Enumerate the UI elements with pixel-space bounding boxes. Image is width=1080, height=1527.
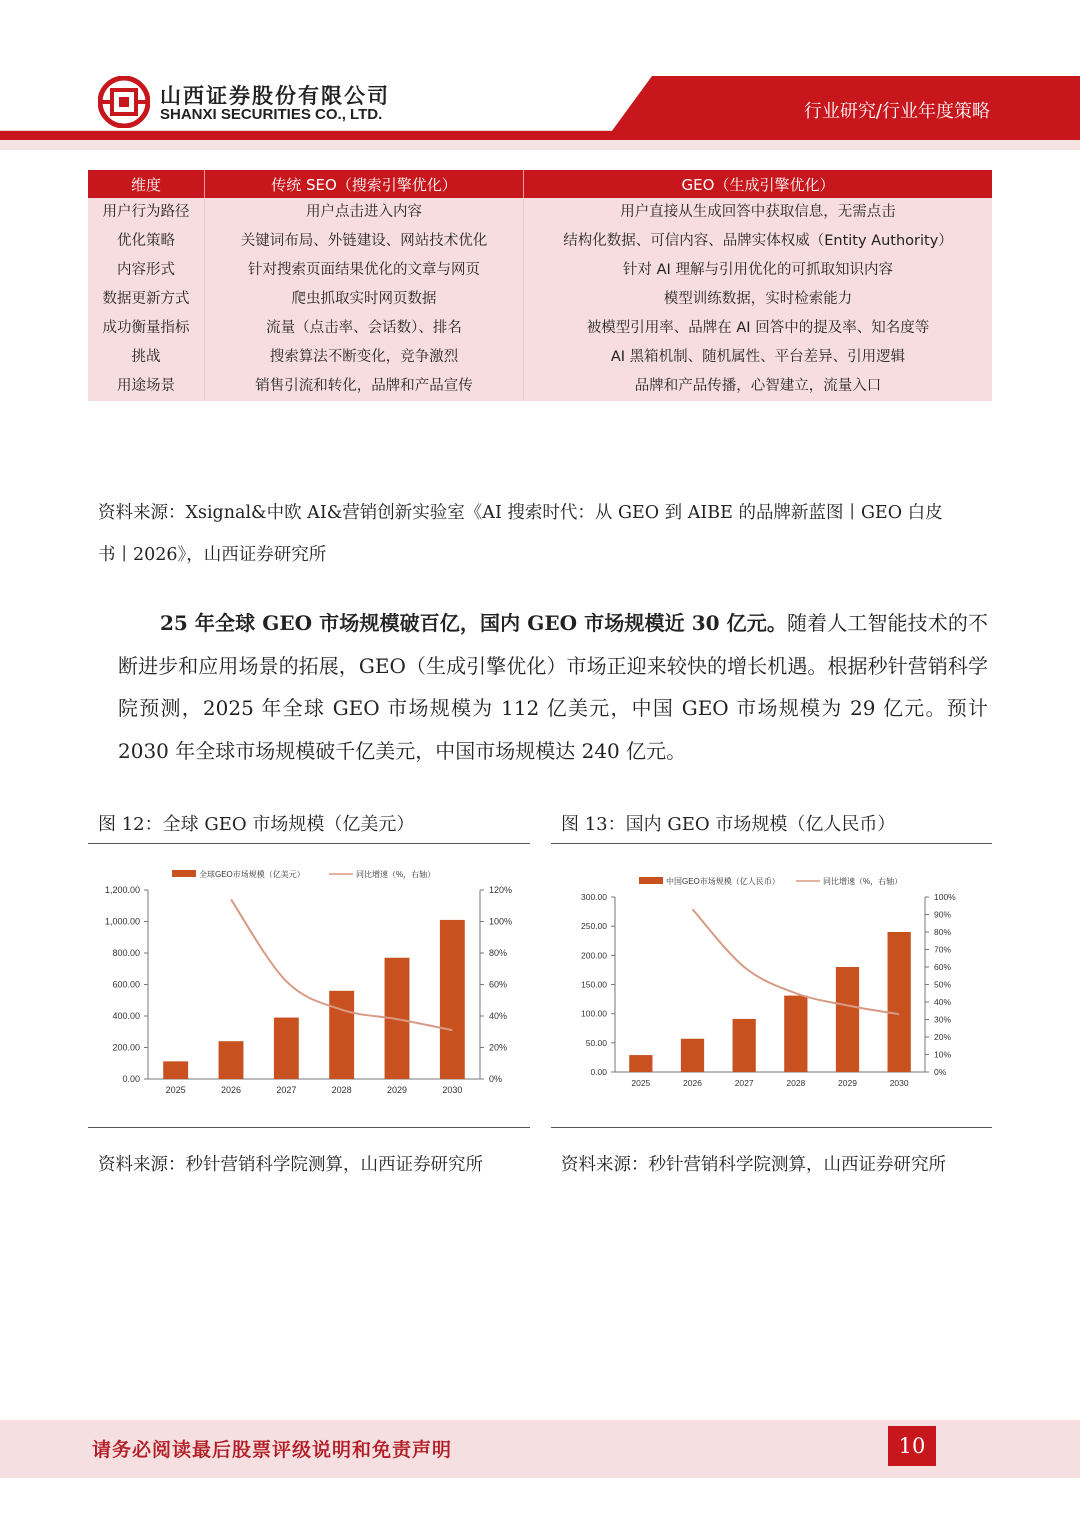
cell-dim: 优化策略 — [88, 227, 205, 256]
cell-geo: AI 黑箱机制、随机属性、平台差异、引用逻辑 — [524, 343, 993, 372]
cell-seo: 流量（点击率、会话数）、排名 — [205, 314, 524, 343]
y-right-tick-label: 60% — [934, 962, 952, 972]
x-tick-label: 2026 — [683, 1078, 702, 1088]
y-left-tick-label: 800.00 — [112, 948, 140, 958]
bar — [836, 967, 859, 1072]
table-source-line2: 书丨2026》，山西证券研究所 — [98, 545, 327, 565]
figure-13-source: 资料来源：秒针营销科学院测算，山西证券研究所 — [561, 1155, 946, 1175]
y-right-tick-label: 20% — [489, 1042, 508, 1053]
y-left-tick-label: 150.00 — [581, 979, 607, 990]
table-header-dim: 维度 — [88, 170, 205, 198]
y-left-tick-label: 50.00 — [585, 1037, 607, 1048]
y-right-tick-label: 80% — [934, 927, 952, 937]
x-tick-label: 2028 — [331, 1085, 352, 1095]
x-tick-label: 2026 — [220, 1085, 242, 1095]
figure-13-top-rule — [551, 843, 992, 844]
figure-12-title: 图 12：全球 GEO 市场规模（亿美元） — [98, 814, 415, 835]
figure-13-title: 图 13：国内 GEO 市场规模（亿人民币） — [561, 814, 896, 835]
x-tick-label: 2030 — [442, 1085, 463, 1095]
cell-geo: 用户直接从生成回答中获取信息，无需点击 — [524, 198, 993, 227]
figure-12-top-rule — [88, 843, 530, 844]
x-tick-label: 2027 — [734, 1078, 754, 1088]
y-left-tick-label: 250.00 — [581, 921, 607, 932]
y-right-tick-label: 80% — [489, 948, 508, 958]
growth-line — [231, 899, 452, 1030]
table-header-row — [88, 170, 992, 198]
cell-seo: 销售引流和转化，品牌和产品宣传 — [205, 372, 524, 401]
cell-dim: 用户行为路径 — [88, 198, 205, 227]
y-right-tick-label: 100% — [489, 916, 513, 927]
y-right-tick-label: 50% — [934, 979, 952, 990]
bar — [784, 996, 807, 1072]
y-left-tick-label: 1,200.00 — [104, 885, 140, 895]
company-logo-icon — [98, 76, 150, 128]
cell-dim: 用途场景 — [88, 372, 205, 401]
figure-12-source: 资料来源：秒针营销科学院测算，山西证券研究所 — [98, 1155, 483, 1175]
table-row — [88, 256, 992, 285]
legend-bar-label: 全球GEO市场规模（亿美元） — [199, 870, 305, 879]
paragraph-bold-lead: 25 年全球 GEO 市场规模破百亿，国内 GEO 市场规模近 30 亿元。 — [160, 611, 787, 635]
legend-bar-swatch — [172, 870, 196, 877]
x-tick-label: 2025 — [165, 1085, 186, 1095]
cell-seo: 爬虫抓取实时网页数据 — [205, 285, 524, 314]
company-name-en: SHANXI SECURITIES CO., LTD. — [160, 106, 383, 123]
y-right-tick-label: 40% — [489, 1011, 508, 1021]
bar — [329, 991, 354, 1079]
x-tick-label: 2029 — [838, 1078, 857, 1088]
body-paragraph — [118, 602, 988, 772]
y-right-tick-label: 90% — [934, 909, 952, 920]
global-geo-market-chart — [88, 858, 530, 1108]
table-row — [88, 314, 992, 343]
cell-geo: 被模型引用率、品牌在 AI 回答中的提及率、知名度等 — [524, 314, 993, 343]
legend-line-label: 同比增速（%，右轴） — [823, 877, 903, 886]
company-name-cn: 山西证券股份有限公司 — [160, 84, 390, 108]
table-header-geo: GEO（生成引擎优化） — [524, 170, 993, 198]
y-left-tick-label: 400.00 — [112, 1011, 140, 1021]
section-title: 行业研究/行业年度策略 — [803, 101, 990, 122]
cell-dim: 数据更新方式 — [88, 285, 205, 314]
cell-geo: 模型训练数据，实时检索能力 — [524, 285, 993, 314]
cell-seo: 用户点击进入内容 — [205, 198, 524, 227]
x-tick-label: 2030 — [889, 1078, 909, 1088]
cell-seo: 关键词布局、外链建设、网站技术优化 — [205, 227, 524, 256]
bar — [163, 1061, 188, 1079]
bar — [888, 932, 911, 1072]
y-right-tick-label: 0% — [934, 1067, 947, 1077]
bar — [274, 1018, 299, 1079]
figure-13-bottom-rule — [551, 1127, 992, 1128]
bar — [733, 1019, 756, 1072]
y-left-tick-label: 100.00 — [581, 1008, 607, 1019]
cell-dim: 挑战 — [88, 343, 205, 372]
y-right-tick-label: 0% — [489, 1074, 503, 1084]
y-left-tick-label: 200.00 — [581, 950, 607, 961]
bar — [629, 1055, 652, 1072]
y-left-tick-label: 200.00 — [112, 1042, 140, 1053]
table-row — [88, 372, 992, 401]
y-left-tick-label: 300.00 — [581, 892, 607, 902]
y-left-tick-label: 1,000.00 — [104, 916, 140, 927]
table-source-line1: 资料来源：Xsignal&中欧 AI&营销创新实验室《AI 搜索时代：从 GEO 到 AIBE 的品牌新蓝图丨GEO 白皮 — [98, 503, 943, 523]
y-right-tick-label: 100% — [934, 892, 956, 902]
y-right-tick-label: 70% — [934, 944, 952, 955]
y-right-tick-label: 20% — [934, 1032, 952, 1042]
y-right-tick-label: 120% — [489, 885, 513, 895]
table-row — [88, 343, 992, 372]
cell-seo: 针对搜索页面结果优化的文章与网页 — [205, 256, 524, 285]
table-header-seo: 传统 SEO（搜索引擎优化） — [205, 170, 524, 198]
legend-bar-swatch — [639, 877, 663, 884]
table-row — [88, 198, 992, 227]
y-right-tick-label: 40% — [934, 997, 952, 1007]
y-right-tick-label: 10% — [934, 1049, 952, 1060]
x-tick-label: 2025 — [631, 1078, 651, 1088]
bar — [681, 1039, 704, 1072]
figure-12-bottom-rule — [88, 1127, 530, 1128]
header-band — [0, 0, 1080, 150]
y-right-tick-label: 30% — [934, 1014, 952, 1025]
paragraph-text: 随着人工智能技术的不断进步和应用场景的拓展，GEO（生成引擎优化）市场正迎来较快的增长机遇。根据秒针营销科学院预测，2025 年全球 GEO 市场规模为 112 亿美元，中国 GEO 市场规模为 29 亿元。预计 2030 年全球市场规模破千亿美元，中国市场规模达 240 亿元。 — [118, 611, 988, 763]
page-header — [0, 0, 1080, 150]
y-right-tick-label: 60% — [489, 979, 508, 990]
cell-geo: 针对 AI 理解与引用优化的可抓取知识内容 — [524, 256, 993, 285]
x-tick-label: 2029 — [386, 1085, 408, 1095]
cell-seo: 搜索算法不断变化，竞争激烈 — [205, 343, 524, 372]
x-tick-label: 2027 — [276, 1085, 297, 1095]
bar — [219, 1041, 244, 1079]
cell-dim: 成功衡量指标 — [88, 314, 205, 343]
cell-geo: 结构化数据、可信内容、品牌实体权威（Entity Authority） — [524, 227, 993, 256]
table-row — [88, 227, 992, 256]
table-row — [88, 285, 992, 314]
x-tick-label: 2028 — [786, 1078, 806, 1088]
y-left-tick-label: 0.00 — [122, 1074, 140, 1084]
seo-geo-comparison-table — [88, 170, 992, 401]
china-geo-market-chart — [551, 866, 992, 1096]
page-number: 10 — [888, 1426, 936, 1466]
y-left-tick-label: 0.00 — [590, 1067, 607, 1077]
disclaimer-notice: 请务必阅读最后股票评级说明和免责声明 — [92, 1439, 453, 1461]
cell-dim: 内容形式 — [88, 256, 205, 285]
y-left-tick-label: 600.00 — [112, 979, 140, 990]
bar — [440, 920, 465, 1079]
legend-line-label: 同比增速（%，右轴） — [356, 870, 436, 879]
cell-geo: 品牌和产品传播，心智建立，流量入口 — [524, 372, 993, 401]
legend-bar-label: 中国GEO市场规模（亿人民币） — [666, 877, 780, 886]
